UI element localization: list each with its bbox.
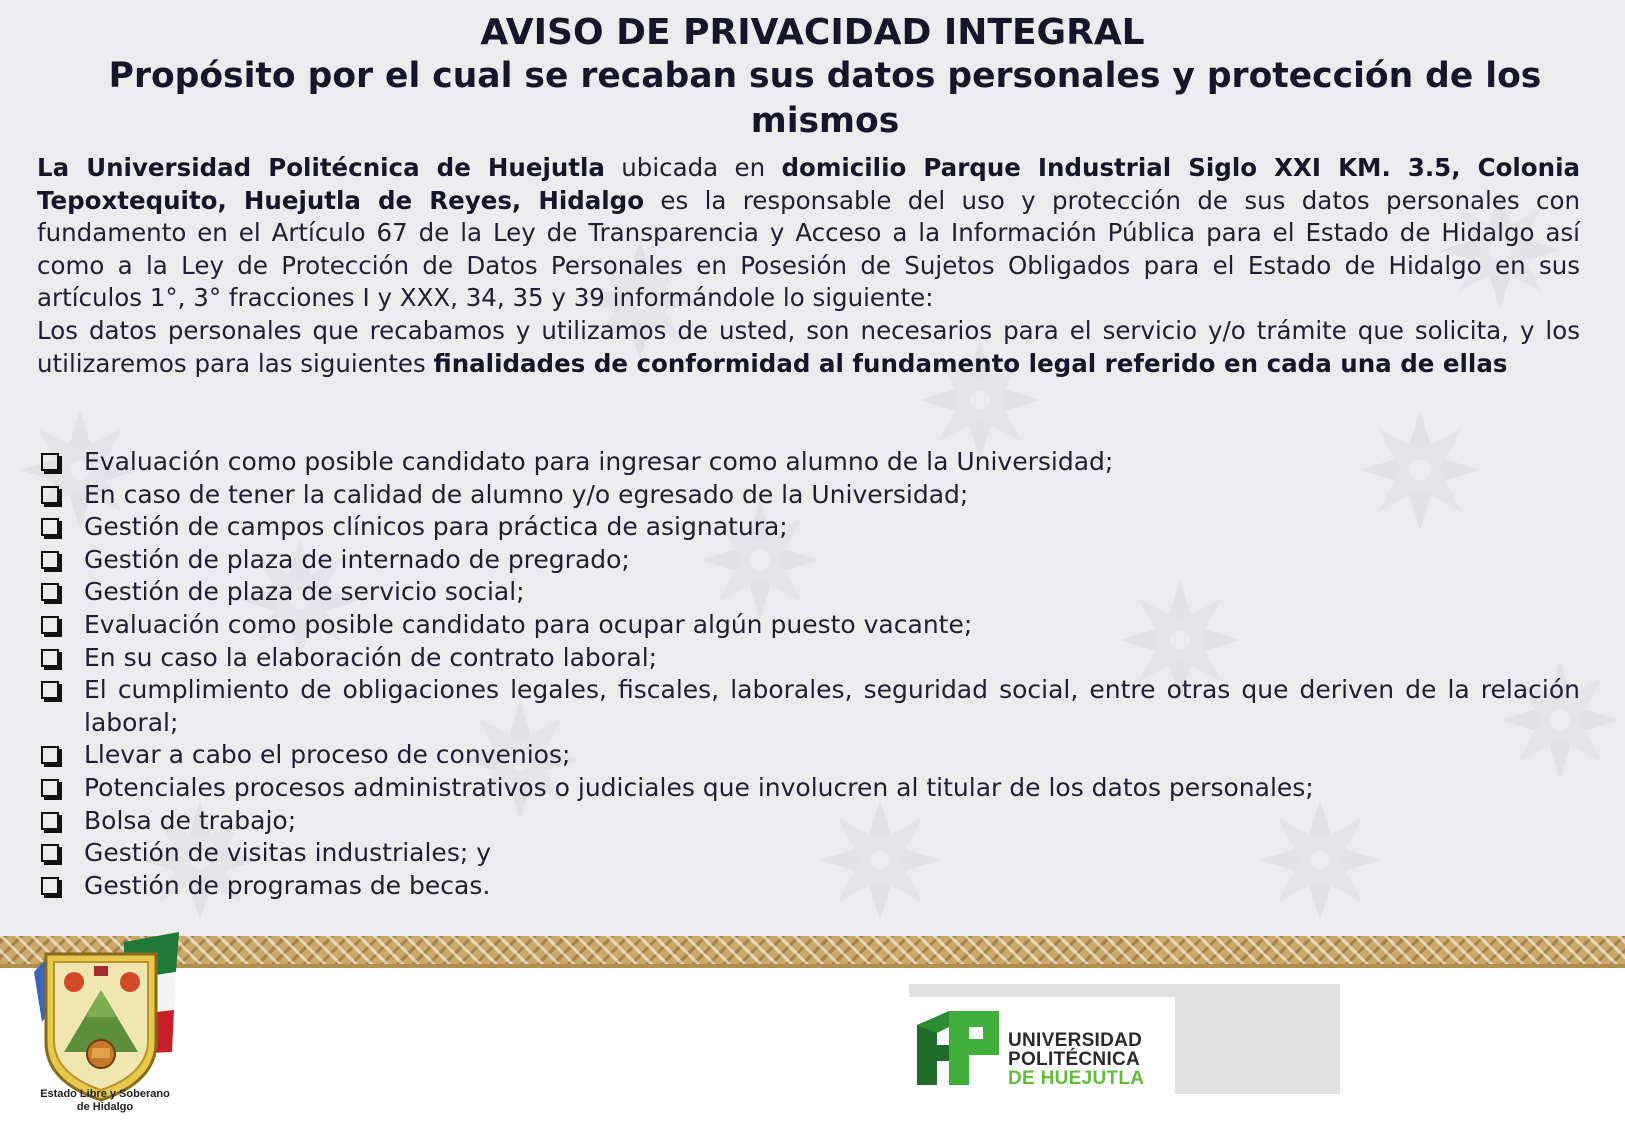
list-item [37,837,1580,870]
university-name-logotype [1008,1031,1178,1088]
state-caption-line-2: de Hidalgo [76,1101,134,1113]
state-caption-line-1: Estado Libre y Soberano [40,1088,170,1100]
checkbox-bullet-icon [41,551,59,569]
list-item [37,576,1580,609]
university-logo-icon [913,1003,1008,1088]
list-item-text: Evaluación como posible candidato para ocupar algún puesto vacante; [84,609,973,639]
checkbox-bullet-icon [41,453,59,471]
university-logotype-line-3: DE HUEJUTLA [1008,1068,1145,1089]
list-item-text: Bolsa de trabajo; [84,805,297,835]
list-item-text: Llevar a cabo el proceso de convenios; [84,740,571,770]
checkbox-bullet-icon [41,779,59,797]
university-logotype-line-1: UNIVERSIDAD [1008,1030,1143,1051]
list-item [37,739,1580,772]
checkbox-bullet-icon [41,649,59,667]
checkbox-bullet-icon [41,518,59,536]
list-item [37,772,1580,805]
list-item [37,511,1580,544]
intro-paragraph [37,152,1580,380]
checkbox-bullet-icon [41,616,59,634]
list-item-text: Potenciales procesos administrativos o judiciales que involucren al titular de los datos personales; [84,772,1314,802]
list-item [37,805,1580,838]
list-item-text: Gestión de campos clínicos para práctica de asignatura; [84,512,788,542]
list-item-text: El cumplimiento de obligaciones legales, fiscales, laborales, seguridad social, entre otras que deriven de la relación laboral; [84,675,1580,737]
university-name: La Universidad Politécnica de Huejutla [37,153,605,182]
list-item [37,609,1580,642]
list-item [37,479,1580,512]
list-item-text: Gestión de programas de becas. [84,870,491,900]
state-caption [10,1088,200,1114]
checkbox-bullet-icon [41,877,59,895]
intro-body-1: es la responsable del uso y protección de sus datos personales con fundamento en el Artículo 67 de la Ley de Transparencia y Acceso a la Información Pública para el Estado de Hidalgo así como a la Ley de Protección de Datos Personales en Posesión de Sujetos Obligados para el Estado de Hidalgo en sus artículos 1°, 3° fracciones I y XXX, 34, 35 y 39 informándole lo siguiente: [37,185,1580,313]
checkbox-bullet-icon [41,844,59,862]
purposes-list [37,446,1580,902]
list-item-text: En su caso la elaboración de contrato laboral; [84,642,658,672]
list-item [37,544,1580,577]
university-logotype-line-2: POLITÉCNICA [1008,1049,1141,1070]
list-item [37,642,1580,675]
checkbox-bullet-icon [41,746,59,764]
list-item-text: Gestión de visitas industriales; y [84,838,492,868]
list-item-text: En caso de tener la calidad de alumno y/o egresado de la Universidad; [84,479,969,509]
checkbox-bullet-icon [41,812,59,830]
list-item-text: Gestión de plaza de servicio social; [84,577,525,607]
checkbox-bullet-icon [41,681,59,699]
page-title: AVISO DE PRIVACIDAD INTEGRAL [480,12,1145,53]
list-item [37,870,1580,903]
hidalgo-seal-icon [24,932,184,1112]
list-item [37,446,1580,479]
list-item-text: Gestión de plaza de internado de pregrado; [84,544,630,574]
purposes-heading: finalidades de conformidad al fundamento legal referido en cada una de ellas [433,348,1508,378]
intro-body-2: Los datos personales que recabamos y utilizamos de usted, son necesarios para el servicio y/o trámite que solicita, y los utilizaremos para las siguientes [37,315,1580,378]
university-address: domicilio Parque Industrial Siglo XXI KM. 3.5, Colonia Tepoxtequito, Huejutla de Reyes, Hidalgo [37,153,1580,215]
page-subtitle: Propósito por el cual se recaban sus datos personales y protección de los mismos [108,56,1542,141]
list-item-text: Evaluación como posible candidato para ingresar como alumno de la Universidad; [84,447,1114,476]
intro-located: ubicada en [604,153,782,182]
checkbox-bullet-icon [41,486,59,504]
decorative-woven-band [0,936,1625,968]
checkbox-bullet-icon [41,583,59,601]
list-item [37,674,1580,739]
